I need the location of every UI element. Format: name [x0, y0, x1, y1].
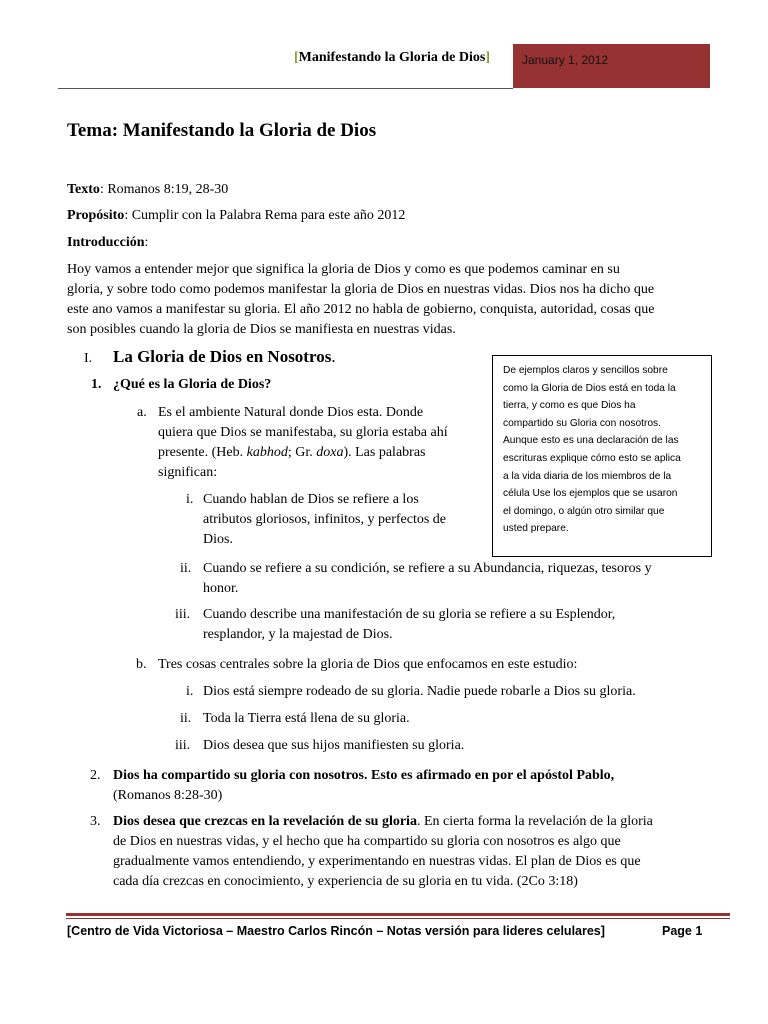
roman-numeral: iii. — [175, 738, 191, 753]
roman-line: resplandor, y la majestad de Dios. — [203, 627, 393, 642]
roman-line: Cuando describe una manifestación de su gloria se refiere a su Esplendor, — [203, 607, 616, 622]
subitem-line: Tres cosas centrales sobre la gloria de Dios que enfocamos en este estudio: — [158, 657, 578, 672]
page-number: Page 1 — [662, 924, 703, 938]
callout-line: Aunque esto es una declaración de las — [503, 435, 679, 447]
callout-line: tierra, y como es que Dios ha — [503, 400, 636, 412]
item-line: (Romanos 8:28-30) — [113, 788, 223, 803]
callout-line: célula Use los ejemplos que se usaron — [503, 488, 678, 500]
callout-line: De ejemplos claros y sencillos sobre — [503, 365, 668, 376]
callout-line: compartido su Gloria con nosotros. — [503, 417, 661, 429]
leader-note-box — [492, 355, 712, 557]
section-numeral: I. — [84, 351, 93, 366]
roman-line: honor. — [203, 581, 239, 596]
section-heading: La Gloria de Dios en Nosotros. — [113, 347, 336, 366]
item-line: Dios desea que crezcas en la revelación de su gloria. En cierta forma la revelación de la gloria — [113, 814, 653, 829]
roman-line: Toda la Tierra está llena de su gloria. — [203, 711, 410, 726]
footer-rule-thin — [66, 918, 730, 919]
item-line: cada día crezcas en conocimiento, y experiencia de su gloria en tu vida. (2Co 3:18) — [113, 874, 578, 889]
item-heading: Dios ha compartido su gloria con nosotros. Esto es afirmado en por el apóstol Pablo, — [113, 768, 615, 783]
bracket-open: [ — [294, 50, 299, 65]
roman-numeral: i. — [186, 684, 194, 699]
intro-line: gloria, y sobre todo como podemos manifestar la gloria de Dios en nuestras vidas. Dios nos ha dicho que — [67, 282, 655, 297]
roman-line: atributos gloriosos, infinitos, y perfectos de — [203, 512, 447, 527]
subitem-letter: a. — [137, 405, 147, 420]
callout-line: como la Gloria de Dios está en toda la — [503, 382, 676, 394]
subitem-line: quiera que Dios se manifestaba, su gloria estaba ahí — [158, 425, 448, 440]
roman-numeral: iii. — [175, 607, 191, 622]
roman-numeral: i. — [186, 492, 194, 507]
header-divider — [58, 88, 513, 89]
item-line: gradualmente vamos entendiendo, y experimentando en nuestras vidas. El plan de Dios es que — [113, 854, 641, 869]
footer-text: [Centro de Vida Victoriosa – Maestro Carlos Rincón – Notas versión para lideres celulares] — [67, 924, 605, 938]
callout-line: escrituras explique cómo esto se aplica — [503, 452, 681, 464]
item-heading: ¿Qué es la Gloria de Dios? — [113, 377, 272, 392]
callout-line: a la vida diaria de los miembros de la — [503, 470, 672, 482]
roman-line: Dios. — [203, 532, 233, 547]
header-title — [294, 50, 490, 66]
subitem-letter: b. — [136, 657, 147, 672]
subitem-line: Es el ambiente Natural donde Dios esta. Donde — [158, 405, 424, 420]
introduccion-label: Introducción: — [67, 235, 149, 250]
subitem-line: presente. (Heb. kabhod; Gr. doxa). Las palabras — [158, 445, 426, 460]
roman-line: Cuando hablan de Dios se refiere a los — [203, 492, 419, 507]
intro-line: son posibles cuando la gloria de Dios se manifiesta en nuestras vidas. — [67, 322, 456, 337]
item-number: 3. — [90, 814, 101, 829]
roman-line: Cuando se refiere a su condición, se refiere a su Abundancia, riquezas, tesoros y — [203, 561, 652, 576]
header-date: January 1, 2012 — [513, 44, 710, 88]
item-number: 1. — [91, 377, 102, 392]
intro-line: Hoy vamos a entender mejor que significa la gloria de Dios y como es que podemos caminar en su — [67, 262, 620, 277]
proposito-line: Propósito: Cumplir con la Palabra Rema para este año 2012 — [67, 208, 406, 223]
callout-line: el domingo, o algún otro similar que — [503, 505, 665, 517]
document-title: Tema: Manifestando la Gloria de Dios — [67, 120, 377, 141]
bracket-close: ] — [485, 50, 491, 65]
roman-line: Dios desea que sus hijos manifiesten su gloria. — [203, 738, 465, 753]
footer-rule — [66, 913, 730, 916]
subitem-line: significan: — [158, 465, 218, 480]
texto-line: Texto: Romanos 8:19, 28-30 — [67, 182, 229, 197]
header-title-text: Manifestando la Gloria de Dios — [298, 50, 486, 65]
roman-numeral: ii. — [180, 561, 192, 576]
intro-line: este ano vamos a manifestar su gloria. El año 2012 no habla de gobierno, conquista, autoridad, cosas que — [67, 302, 655, 317]
roman-numeral: ii. — [180, 711, 192, 726]
callout-line: usted prepare. — [503, 523, 569, 535]
roman-line: Dios está siempre rodeado de su gloria. Nadie puede robarle a Dios su gloria. — [203, 684, 636, 699]
item-number: 2. — [90, 768, 101, 783]
item-line: de Dios en nuestras vidas, y el hecho que ha compartido su gloria con nosotros es algo que — [113, 834, 621, 849]
